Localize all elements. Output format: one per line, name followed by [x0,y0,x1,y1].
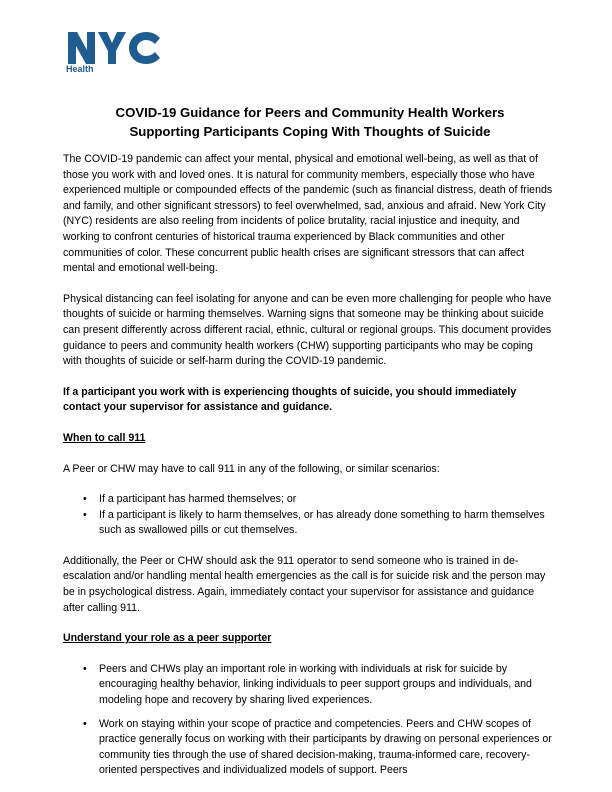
distancing-paragraph: Physical distancing can feel isolating for anyone and can be even more challenging for people who have thoughts of suicide or harming themselves. Warning signs that someone may be thinking about suicide can present differently across different racial, ethnic, cultural or regional groups. This document provides guidance to peers and community health workers (CHW) supporting participants who may be coping with thoughts of suicide or self-harm during the COVID-19 pandemic. [63,292,552,368]
section-911-list [63,492,553,539]
section-heading-911: When to call 911 [63,431,146,444]
title-line-1: COVID-19 Guidance for Peers and Community Health Workers [115,105,505,120]
list-item: • Work on staying within your scope of practice and competencies. Peers and CHW scopes of practice generally focus on working with their participants by drawing on personal experiences or community ties through the use of shared decision-making, trauma-informed care, recovery-oriented perspectives and individualized models of support. Peers [99,717,553,779]
list-item: • Peers and CHWs play an important role in working with individuals at risk for suicide by encouraging healthy behavior, linking individuals to peer support groups and individuals, and modeling hope and recovery by sharing lived experiences. [99,662,553,709]
nyc-logo-graphic [66,30,166,66]
section-heading-role: Understand your role as a peer supporter [63,632,272,645]
title-line-2: Supporting Participants Coping With Thoughts of Suicide [129,124,491,139]
logo-text: NYC [66,30,69,31]
page-title [60,103,560,141]
supervisor-notice: If a participant you work with is experiencing thoughts of suicide, you should immediately contact your supervisor for assistance and guidance. [63,385,517,414]
document-body [63,152,553,787]
list-item: • If a participant has harmed themselves; or [99,492,553,508]
logo-subtitle: Health [66,64,94,74]
section-911-intro: A Peer or CHW may have to call 911 in any of the following, or similar scenarios: [63,462,440,475]
section-role-list [63,662,553,779]
section-911-followup: Additionally, the Peer or CHW should ask the 911 operator to send someone who is trained in de-escalation and/or handling mental health emergencies as the call is for suicide risk and the person may be in psychological distress. Again, immediately contact your supervisor for assistance and guidance after calling 911. [63,554,546,614]
list-item: • If a participant is likely to harm themselves, or has already done something to harm themselves such as swallowed pills or cut themselves. [99,508,553,539]
intro-paragraph: The COVID-19 pandemic can affect your mental, physical and emotional well-being, as well as that of those you work with and loved ones. It is natural for community members, especially those who have experienced multiple or compounded effects of the pandemic (such as financial distress, death of friends and family, and other significant stressors) to feel overwhelmed, sad, anxious and afraid. New York City (NYC) residents are also reeling from incidents of police brutality, racial injustice and inequity, and working to confront centuries of historical trauma experienced by Black communities and other communities of color. These concurrent public health crises are significant stressors that can affect mental and emotional well-being. [63,153,553,275]
